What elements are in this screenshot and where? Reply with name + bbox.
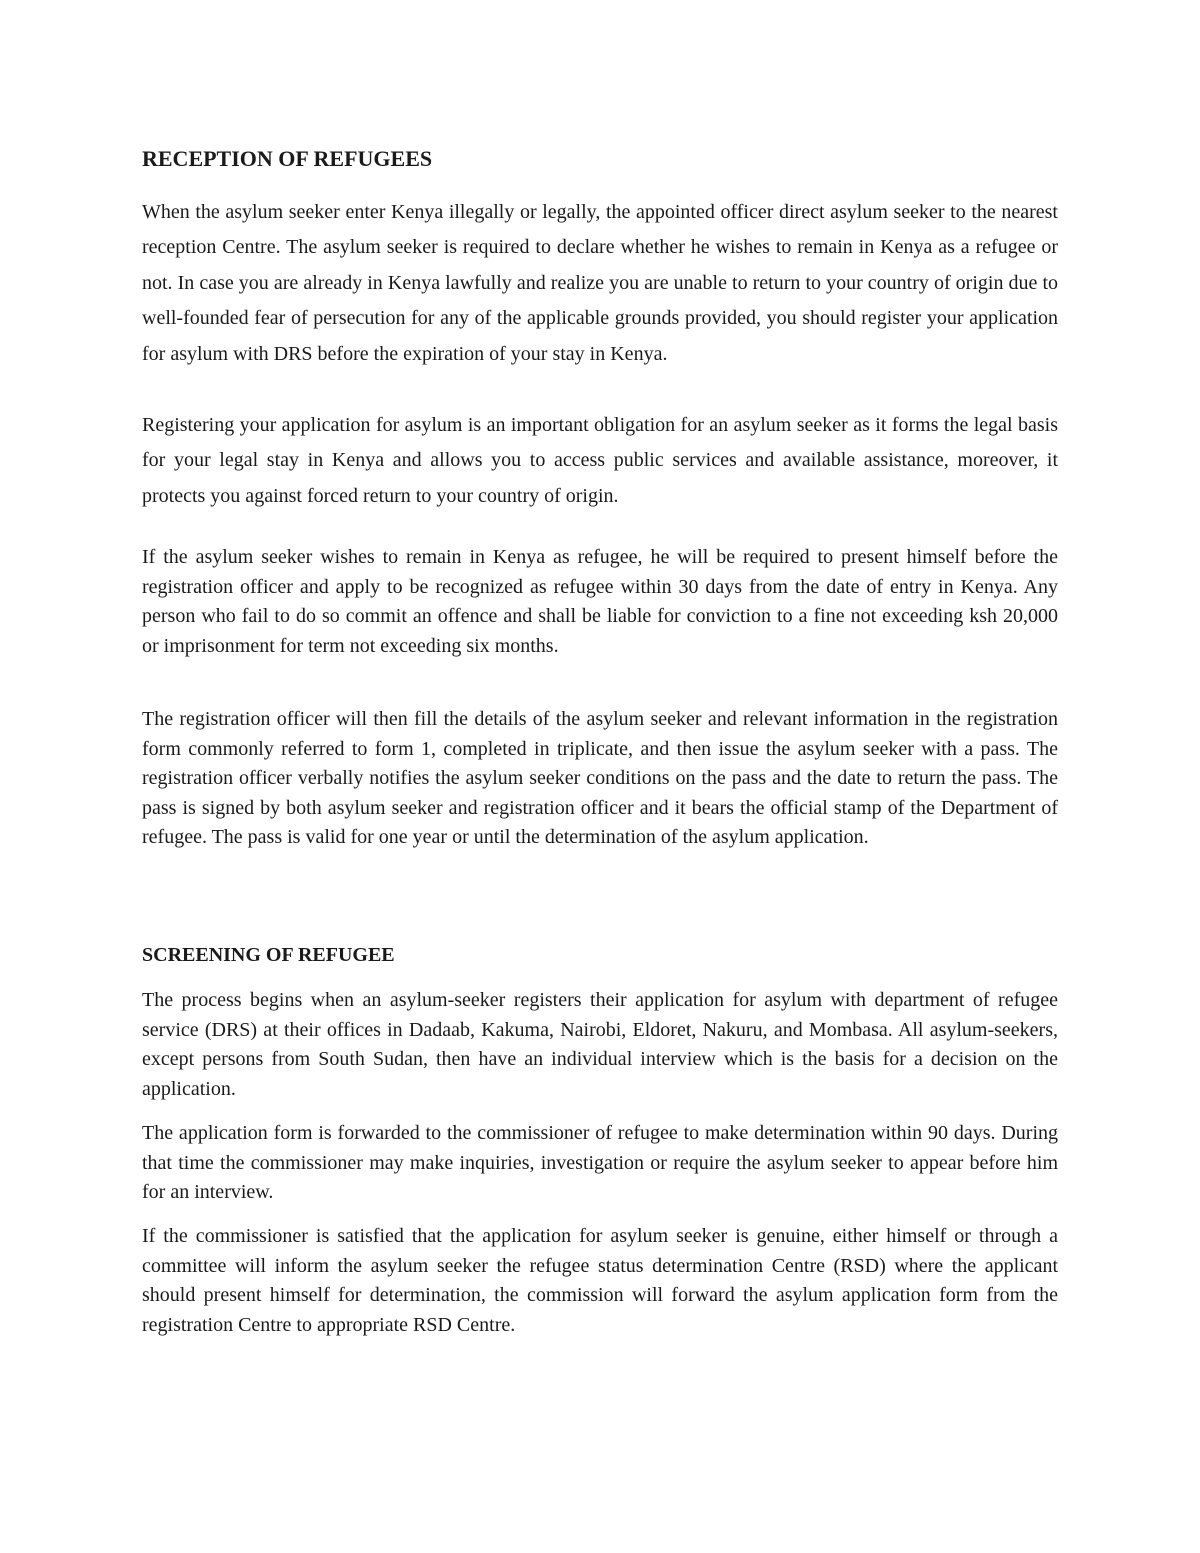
- section-heading-screening: SCREENING OF REFUGEE: [142, 944, 395, 966]
- paragraph-screening-3: If the commissioner is satisfied that the application for asylum seeker is genuine, either himself or through a committee will inform the asylum seeker the refugee status determination Centre (RSD) where the applicant should present himself for determination, the commission will forward the asylum application form from the registration Centre to appropriate RSD Centre.: [142, 1225, 1058, 1336]
- paragraph-reception-3: If the asylum seeker wishes to remain in Kenya as refugee, he will be required to present himself before the registration officer and apply to be recognized as refugee within 30 days from the date of entry in Kenya. Any person who fail to do so commit an offence and shall be liable for conviction to a fine not exceeding ksh 20,000 or imprisonment for term not exceeding six months.: [142, 546, 1058, 657]
- paragraph-reception-2: Registering your application for asylum is an important obligation for an asylum seeker as it forms the legal basis for your legal stay in Kenya and allows you to access public services and available assistance, moreover, it protects you against forced return to your country of origin.: [142, 414, 1058, 507]
- paragraph-reception-1: When the asylum seeker enter Kenya illegally or legally, the appointed officer direct asylum seeker to the nearest reception Centre. The asylum seeker is required to declare whether he wishes to remain in Kenya as a refugee or not. In case you are already in Kenya lawfully and realize you are unable to return to your country of origin due to well-founded fear of persecution for any of the applicable grounds provided, you should register your application for asylum with DRS before the expiration of your stay in Kenya.: [142, 201, 1058, 365]
- paragraph-reception-4: The registration officer will then fill the details of the asylum seeker and relevant information in the registration form commonly referred to form 1, completed in triplicate, and then issue the asylum seeker with a pass. The registration officer verbally notifies the asylum seeker conditions on the pass and the date to return the pass. The pass is signed by both asylum seeker and registration officer and it bears the official stamp of the Department of refugee. The pass is valid for one year or until the determination of the asylum application.: [142, 708, 1058, 849]
- section-heading-reception: RECEPTION OF REFUGEES: [142, 146, 433, 171]
- paragraph-screening-1: The process begins when an asylum-seeker registers their application for asylum with department of refugee service (DRS) at their offices in Dadaab, Kakuma, Nairobi, Eldoret, Nakuru, and Mombasa. All asylum-seekers, except persons from South Sudan, then have an individual interview which is the basis for a decision on the application.: [142, 989, 1058, 1100]
- paragraph-screening-2: The application form is forwarded to the commissioner of refugee to make determination within 90 days. During that time the commissioner may make inquiries, investigation or require the asylum seeker to appear before him for an interview.: [142, 1122, 1058, 1204]
